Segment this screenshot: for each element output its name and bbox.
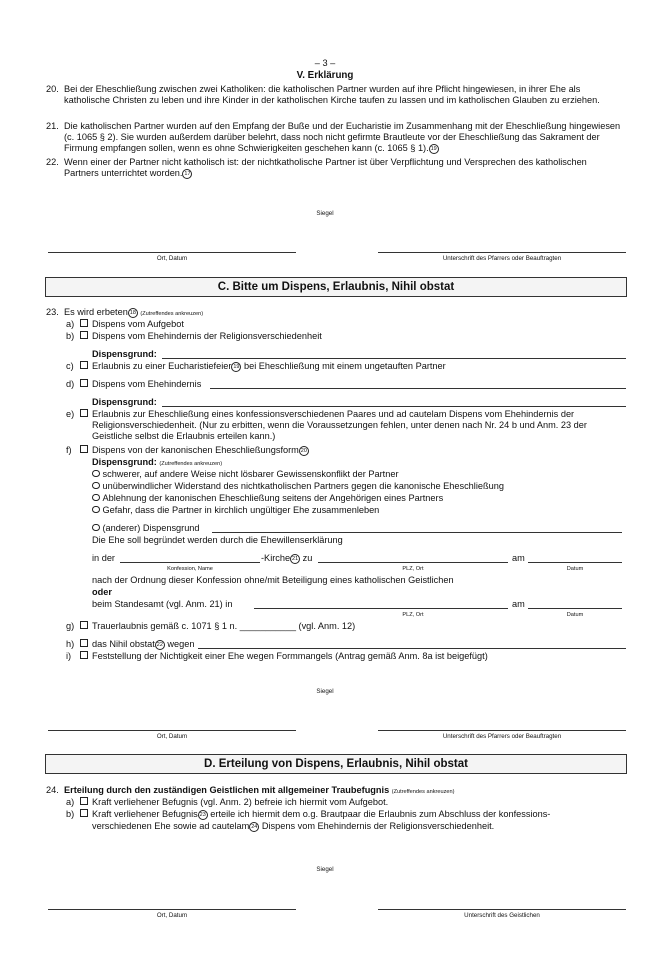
ordnung-text: nach der Ordnung dieser Konfession ohne/mit Beteiligung eines katholischen Geistlichen	[92, 575, 454, 585]
f-option-4[interactable]	[92, 505, 379, 516]
konfession-caption: Konfession, Name	[167, 566, 213, 572]
option-text-cont: wegen	[164, 639, 195, 649]
option-letter: e)	[66, 409, 75, 419]
checkbox[interactable]	[80, 331, 88, 339]
signature-line-c[interactable]	[378, 730, 626, 731]
option-text-line2: verschiedenen Ehe sowie ad cautelam	[92, 821, 250, 831]
note-text: (Zutreffendes ankreuzen)	[391, 789, 455, 795]
datum-field[interactable]	[528, 562, 622, 563]
option-text: Dispens vom Aufgebot	[92, 319, 184, 329]
option-text: Erlaubnis zu einer Eucharistiefeier	[92, 361, 232, 371]
footnote-marker: 18	[129, 310, 136, 316]
option-text: Dispens vom Ehehindernis	[92, 379, 202, 389]
option-text: Feststellung der Nichtigkeit einer Ehe wegen Formmangels (Antrag gemäß Anm. 8a ist beigefügt)	[92, 651, 488, 661]
checkbox[interactable]	[80, 797, 88, 805]
f-option-3[interactable]	[92, 493, 443, 504]
option-letter: h)	[66, 639, 75, 649]
plz-caption-2: PLZ, Ort	[402, 612, 424, 618]
option-letter: i)	[66, 651, 72, 661]
standesamt-datum-field[interactable]	[528, 608, 622, 609]
footnote-marker: 21	[292, 556, 299, 562]
signature-label-d: Unterschrift des Geistlichen	[464, 912, 540, 919]
radio[interactable]	[92, 494, 100, 502]
siegel-label-d: Siegel	[316, 866, 334, 873]
option-text: Erlaubnis zur Eheschließung eines konfessionsverschiedenen Paares und ad cautelam Dispens vom Ehehindernis der Religionsverschiedenheit. (Nur zu erbitten, wenn die Voraussetzungen fehlen, unter denen nach Nr. 24 b und Anm. 23 der Geistliche selbst die Erlaubnis erteilen kann.)	[92, 409, 587, 442]
zu-text: zu	[302, 553, 313, 563]
section-d-title: D. Erteilung von Dispens, Erlaubnis, Nihil obstat	[45, 754, 627, 774]
checkbox[interactable]	[80, 651, 88, 659]
option-text-cont: erteile ich hiermit dem o.g. Brautpaar die Erlaubnis zum Abschluss der konfessions-	[207, 809, 551, 819]
siegel-label: Siegel	[316, 210, 334, 217]
option-e[interactable]	[46, 409, 626, 443]
signature-label-c: Unterschrift des Pfarrers oder Beauftragten	[442, 733, 562, 740]
kirche-label	[261, 553, 312, 564]
ort-datum-label-c: Ort, Datum	[156, 733, 188, 740]
datum-caption-2: Datum	[566, 612, 584, 618]
section-v-title: V. Erklärung	[296, 70, 354, 81]
option-letter: g)	[66, 621, 75, 631]
footnote-marker: 20	[300, 448, 307, 454]
item-21	[46, 121, 626, 157]
checkbox[interactable]	[80, 319, 88, 327]
radio[interactable]	[92, 524, 100, 532]
f-option-1[interactable]	[92, 469, 399, 480]
item-number: 24.	[46, 785, 59, 795]
signature-label: Unterschrift des Pfarrers oder Beauftragten	[442, 255, 562, 262]
datum-caption: Datum	[566, 566, 584, 572]
checkbox[interactable]	[80, 379, 88, 387]
note-text: (Zutreffendes ankreuzen)	[140, 311, 204, 317]
section-c-title: C. Bitte um Dispens, Erlaubnis, Nihil obstat	[45, 277, 627, 297]
radio-label: (anderer) Dispensgrund	[102, 523, 200, 533]
option-text: Dispens von der kanonischen Eheschließungsform	[92, 445, 299, 455]
footnote-marker: 24	[251, 824, 258, 830]
ort-datum-line-c[interactable]	[48, 730, 296, 731]
f-option-2[interactable]	[92, 481, 504, 492]
option-text-cont: bei Eheschließung mit einem ungetauften Partner	[241, 361, 446, 371]
item-number: 20.	[46, 84, 59, 94]
radio-label: unüberwindlicher Widerstand des nichtkatholischen Partners gegen die kanonische Eheschließung	[102, 481, 504, 491]
checkbox[interactable]	[80, 621, 88, 629]
item-text: Wenn einer der Partner nicht katholisch ist: der nichtkatholische Partner ist über Verpflichtung und Versprechen des katholischen Partners unterrichtet worden.	[64, 157, 587, 179]
checkbox[interactable]	[80, 445, 88, 453]
dispensgrund-label: Dispensgrund:	[92, 457, 157, 467]
radio[interactable]	[92, 470, 100, 478]
option-text: Kraft verliehener Befugnis (vgl. Anm. 2) befreie ich hiermit vom Aufgebot.	[92, 797, 389, 807]
option-text: Trauerlaubnis gemäß c. 1071 § 1 n. ___________ (vgl. Anm. 12)	[92, 621, 356, 631]
option-letter: a)	[66, 797, 75, 807]
option-letter: f)	[66, 445, 72, 455]
radio-label: schwerer, auf andere Weise nicht lösbarer Gewissenskonflikt der Partner	[102, 469, 399, 479]
ort-datum-line[interactable]	[48, 252, 296, 253]
checkbox[interactable]	[80, 361, 88, 369]
radio-label: Gefahr, dass die Partner in kirchlich ungültiger Ehe zusammenleben	[102, 505, 380, 515]
checkbox[interactable]	[80, 639, 88, 647]
signature-line[interactable]	[378, 252, 626, 253]
dispensgrund-label-2: Dispensgrund:	[92, 397, 157, 407]
in-der-label: in der	[92, 553, 115, 563]
plz-caption: PLZ, Ort	[402, 566, 424, 572]
checkbox[interactable]	[80, 809, 88, 817]
radio-label: Ablehnung der kanonischen Eheschließung seitens der Angehörigen eines Partners	[102, 493, 444, 503]
signature-line-d[interactable]	[378, 909, 626, 910]
footnote-marker: 23	[199, 812, 206, 818]
other-grund-field[interactable]	[212, 532, 622, 533]
item-number: 21.	[46, 121, 59, 131]
footnote-marker: 22	[156, 642, 163, 648]
item-20	[46, 84, 626, 120]
ort-datum-label: Ort, Datum	[156, 255, 188, 262]
option-letter: d)	[66, 379, 75, 389]
option-letter: a)	[66, 319, 75, 329]
nihil-obstat-field[interactable]	[198, 648, 626, 649]
intro-text: Es wird erbeten	[64, 307, 128, 317]
kirche-text: -Kirche	[261, 553, 291, 563]
item-number: 22.	[46, 157, 59, 167]
dispensgrund-field-2[interactable]	[162, 406, 626, 407]
ort-datum-line-d[interactable]	[48, 909, 296, 910]
standesamt-ort-field[interactable]	[254, 608, 508, 609]
d-option-b[interactable]	[46, 809, 626, 833]
ehe-text: Die Ehe soll begründet werden durch die Ehewillenserklärung	[92, 535, 343, 545]
option-letter: b)	[66, 331, 75, 341]
option-letter: c)	[66, 361, 74, 371]
f-option-other[interactable]	[92, 523, 200, 534]
ehehindernis-field[interactable]	[210, 388, 626, 389]
am-label: am	[512, 553, 525, 563]
option-text: Kraft verliehener Befugnis	[92, 809, 198, 819]
item-number: 23.	[46, 307, 59, 317]
footnote-marker: 17	[184, 171, 191, 178]
oder-text: oder	[92, 587, 112, 597]
option-text: das Nihil obstat	[92, 639, 155, 649]
note-text: (Zutreffendes ankreuzen)	[159, 461, 223, 467]
intro-text: Erteilung durch den zuständigen Geistlichen mit allgemeiner Traubefugnis	[64, 785, 390, 795]
item-text: Bei der Eheschließung zwischen zwei Katholiken: die katholischen Partner wurden auf ihre Pflicht hingewiesen, in ihrer Ehe als katholische Christen zu leben und ihre Kinder in der katholischen Kirche taufen zu lassen und im katholischen Glauben zu erziehen.	[64, 84, 600, 106]
option-text-line2-cont: Dispens vom Ehehindernis der Religionsverschiedenheit.	[259, 821, 495, 831]
standesamt-text: beim Standesamt (vgl. Anm. 21) in	[92, 599, 233, 609]
dispensgrund-label: Dispensgrund:	[92, 349, 157, 359]
footnote-marker: 19	[233, 364, 240, 370]
option-text: Dispens vom Ehehindernis der Religionsverschiedenheit	[92, 331, 322, 341]
footnote-marker: 19	[430, 146, 437, 153]
item-22	[46, 157, 626, 181]
checkbox[interactable]	[80, 409, 88, 417]
item-text: Die katholischen Partner wurden auf den Empfang der Buße und der Eucharistie im Zusammenhang mit der Eheschließung hingewiesen (c. 1065 § 2). Sie wurden außerdem darüber belehrt, dass noch nicht gefirmte Brautleute vor der Eheschließung das Sakrament der Firmung empfangen sollen, wenn es ohne Schwierigkeiten geschehen kann (c. 1065 § 1).	[64, 121, 621, 154]
plz-ort-field[interactable]	[318, 562, 508, 563]
page-number: – 3 –	[314, 58, 336, 68]
option-letter: b)	[66, 809, 75, 819]
dispensgrund-field[interactable]	[162, 358, 626, 359]
siegel-label-c: Siegel	[316, 688, 334, 695]
radio[interactable]	[92, 482, 100, 490]
radio[interactable]	[92, 506, 100, 514]
ort-datum-label-d: Ort, Datum	[156, 912, 188, 919]
konfession-field[interactable]	[120, 562, 260, 563]
am-label-2: am	[512, 599, 525, 609]
